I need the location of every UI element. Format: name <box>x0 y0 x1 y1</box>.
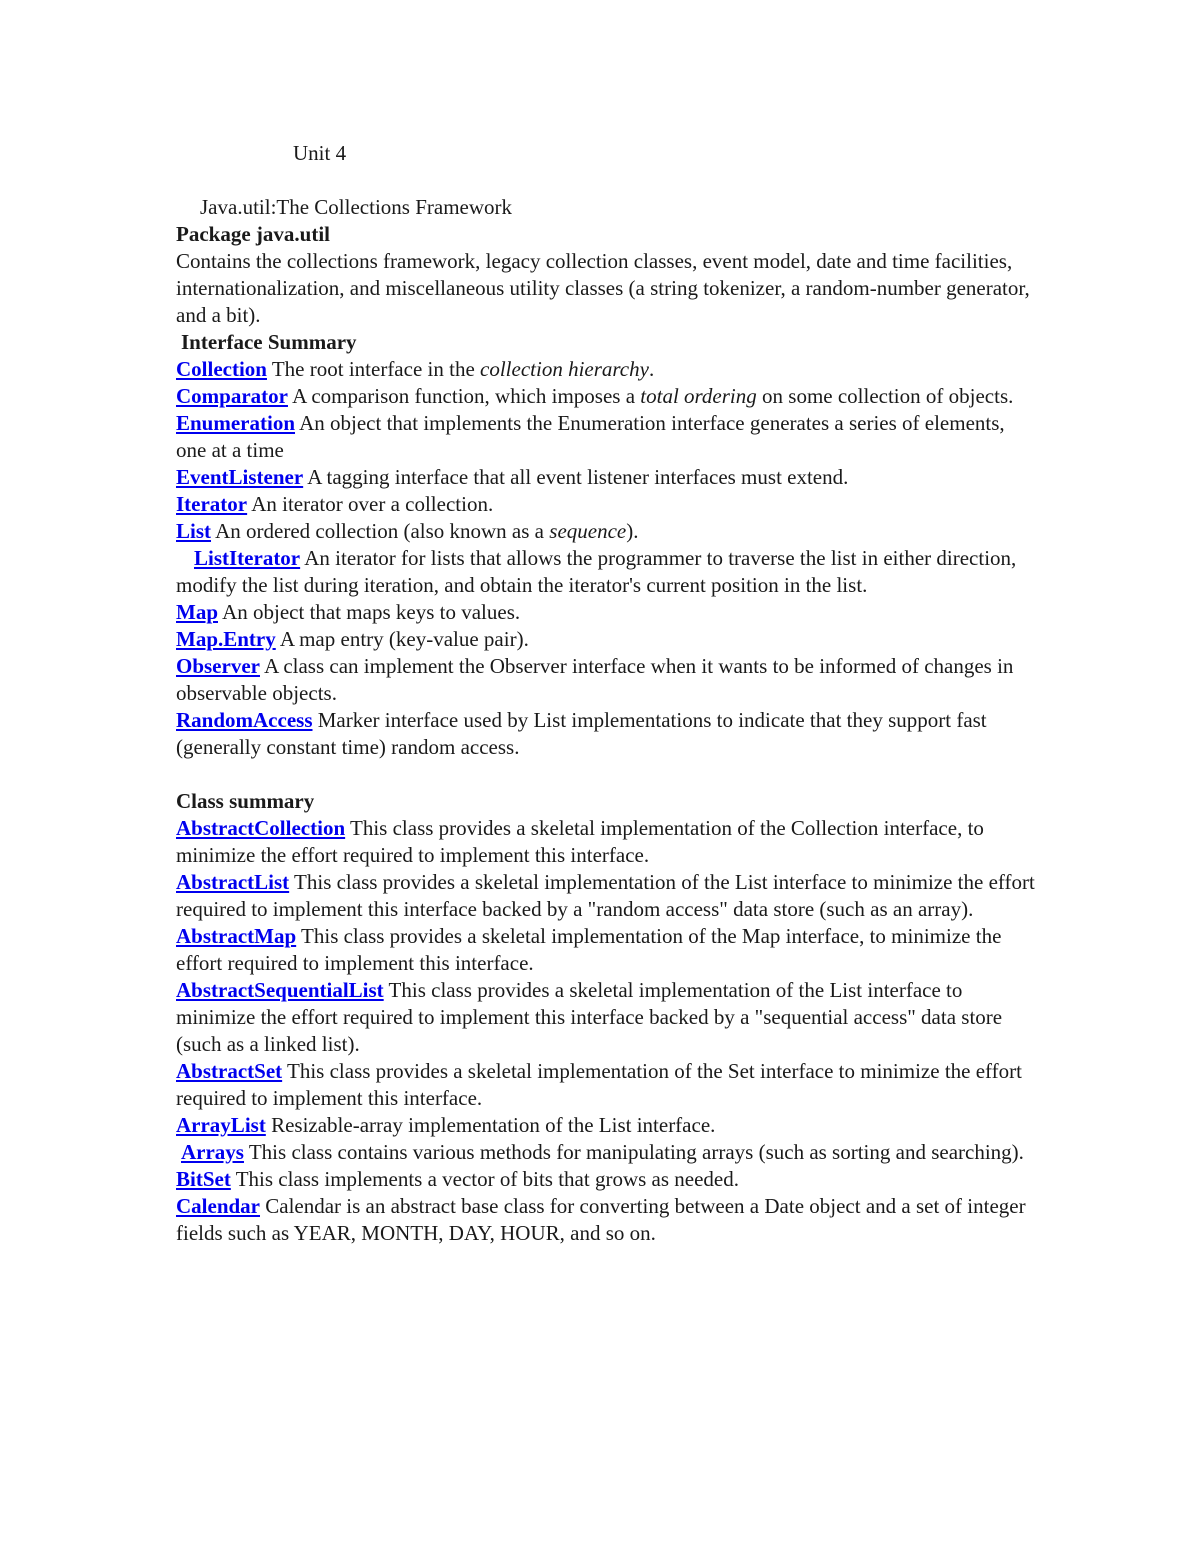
interface-entry-list <box>176 518 1036 545</box>
document-subtitle: Java.util:The Collections Framework <box>200 195 513 219</box>
interface-entry-eventlistener <box>176 464 1036 491</box>
interface-entry-map <box>176 599 1036 626</box>
interface-entry-comparator <box>176 383 1036 410</box>
interface-description-emphasis: total ordering <box>640 384 757 408</box>
interface-link-eventlistener[interactable]: EventListener <box>176 465 304 489</box>
class-description: This class implements a vector of bits that grows as needed. <box>230 1167 739 1191</box>
class-link-abstractmap[interactable]: AbstractMap <box>176 924 297 948</box>
package-heading: Package java.util <box>176 222 330 246</box>
interface-link-enumeration[interactable]: Enumeration <box>176 411 296 435</box>
interface-link-iterator[interactable]: Iterator <box>176 492 248 516</box>
interface-description: A map entry (key-value pair). <box>275 627 529 651</box>
interface-link-randomaccess[interactable]: RandomAccess <box>176 708 313 732</box>
interface-link-collection[interactable]: Collection <box>176 357 267 381</box>
class-link-arrays[interactable]: Arrays <box>181 1140 244 1164</box>
interface-link-comparator[interactable]: Comparator <box>176 384 288 408</box>
interface-description: A tagging interface that all event listener interfaces must extend. <box>303 465 849 489</box>
interface-link-list[interactable]: List <box>176 519 212 543</box>
class-entry-abstractcollection <box>176 815 1036 869</box>
class-link-bitset[interactable]: BitSet <box>176 1167 231 1191</box>
interface-description-emphasis: sequence <box>549 519 627 543</box>
interface-entry-map-entry <box>176 626 1036 653</box>
class-description: This class provides a skeletal implementation of the List interface to minimize the effort required to implement this interface backed by a "sequential access" data store (such as a linked list). <box>176 978 1003 1056</box>
interface-entry-iterator <box>176 491 1036 518</box>
class-entry-abstractlist <box>176 869 1036 923</box>
class-list <box>176 815 1036 1247</box>
interface-description: An iterator over a collection. <box>247 492 494 516</box>
interface-description: Marker interface used by List implementations to indicate that they support fast (generally constant time) random access. <box>176 708 987 759</box>
interface-description: A class can implement the Observer interface when it wants to be informed of changes in observable objects. <box>176 654 1014 705</box>
class-description: This class contains various methods for manipulating arrays (such as sorting and searching). <box>243 1140 1024 1164</box>
package-description: Contains the collections framework, legacy collection classes, event model, date and time facilities, internationalization, and miscellaneous utility classes (a string tokenizer, a random-number generator, and a bit). <box>176 249 1030 327</box>
class-summary-heading: Class summary <box>176 789 315 813</box>
class-entry-abstractset <box>176 1058 1036 1112</box>
class-entry-arrays <box>176 1139 1036 1166</box>
interface-link-map-entry[interactable]: Map.Entry <box>176 627 276 651</box>
interface-description: The root interface in the <box>266 357 481 381</box>
unit-title: Unit 4 <box>293 141 347 165</box>
class-description: This class provides a skeletal implementation of the List interface to minimize the effort required to implement this interface backed by a "random access" data store (such as an array). <box>176 870 1035 921</box>
interface-summary-heading: Interface Summary <box>181 330 357 354</box>
document-page <box>176 140 1036 1247</box>
class-link-arraylist[interactable]: ArrayList <box>176 1113 266 1137</box>
interface-entry-enumeration <box>176 410 1036 464</box>
interface-entry-listiterator <box>176 545 1036 599</box>
interface-entry-randomaccess <box>176 707 1036 761</box>
class-description: Resizable-array implementation of the List interface. <box>265 1113 716 1137</box>
class-entry-arraylist <box>176 1112 1036 1139</box>
class-description: This class provides a skeletal implementation of the Collection interface, to minimize the effort required to implement this interface. <box>176 816 984 867</box>
interface-description: An object that implements the Enumeration interface generates a series of elements, one at a time <box>176 411 1005 462</box>
class-link-calendar[interactable]: Calendar <box>176 1194 260 1218</box>
class-entry-calendar <box>176 1193 1036 1247</box>
interface-entry-collection <box>176 356 1036 383</box>
class-description: This class provides a skeletal implementation of the Map interface, to minimize the effort required to implement this interface. <box>176 924 1002 975</box>
class-entry-bitset <box>176 1166 1036 1193</box>
interface-list <box>176 356 1036 761</box>
class-entry-abstractsequentiallist <box>176 977 1036 1058</box>
class-link-abstractcollection[interactable]: AbstractCollection <box>176 816 346 840</box>
section-gap <box>176 761 1036 788</box>
interface-link-listiterator[interactable]: ListIterator <box>194 546 301 570</box>
interface-description: An iterator for lists that allows the programmer to traverse the list in either direction, modify the list during iteration, and obtain the iterator's current position in the list. <box>176 546 1017 597</box>
class-link-abstractsequentiallist[interactable]: AbstractSequentialList <box>176 978 384 1002</box>
class-description: Calendar is an abstract base class for converting between a Date object and a set of integer fields such as YEAR, MONTH, DAY, HOUR, and so on. <box>176 1194 1026 1245</box>
interface-description-tail: ). <box>626 519 639 543</box>
interface-description: An object that maps keys to values. <box>218 600 521 624</box>
interface-entry-observer <box>176 653 1036 707</box>
interface-description-emphasis: collection hierarchy <box>480 357 649 381</box>
interface-link-map[interactable]: Map <box>176 600 218 624</box>
interface-description: An ordered collection (also known as a <box>211 519 550 543</box>
class-link-abstractlist[interactable]: AbstractList <box>176 870 290 894</box>
class-description: This class provides a skeletal implementation of the Set interface to minimize the effort required to implement this interface. <box>176 1059 1022 1110</box>
interface-description-tail: . <box>648 357 655 381</box>
interface-description-tail: on some collection of objects. <box>756 384 1014 408</box>
interface-link-observer[interactable]: Observer <box>176 654 260 678</box>
class-link-abstractset[interactable]: AbstractSet <box>176 1059 283 1083</box>
class-entry-abstractmap <box>176 923 1036 977</box>
interface-description: A comparison function, which imposes a <box>287 384 641 408</box>
